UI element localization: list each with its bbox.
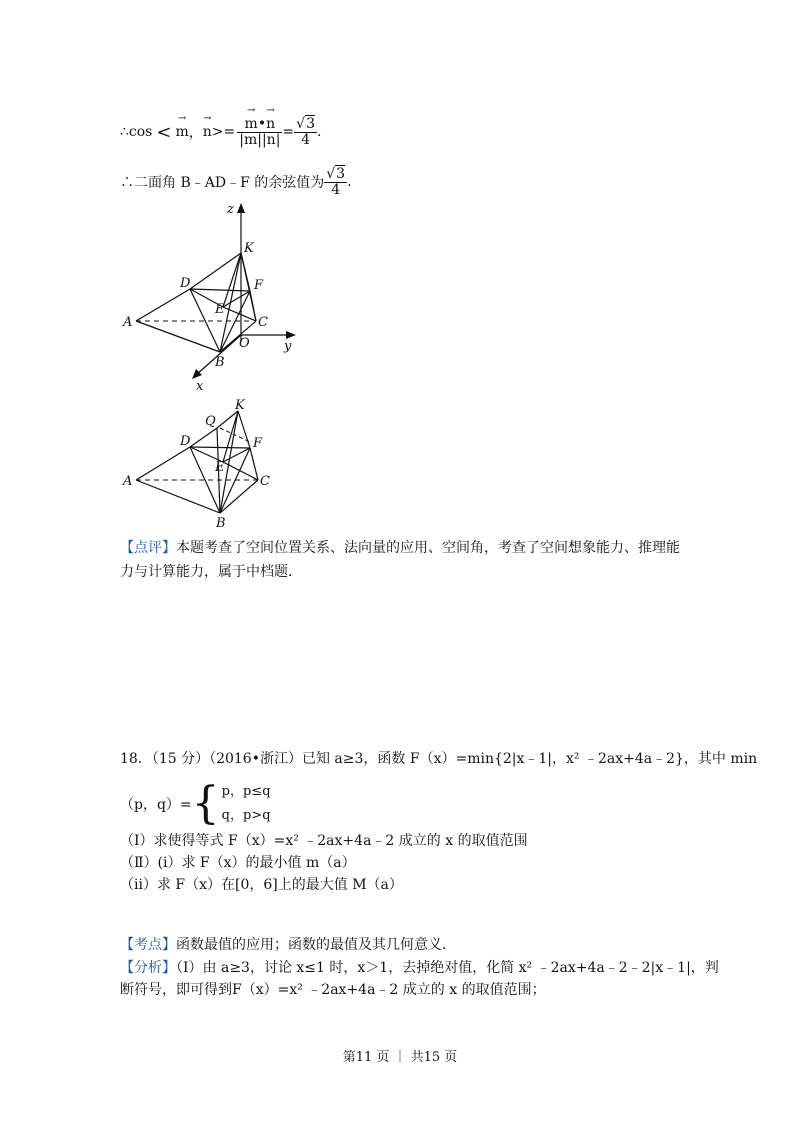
dot-product-fraction (237, 117, 282, 147)
label-E: E (215, 302, 225, 317)
label-D-2: D (180, 434, 191, 449)
dihedral-period: . (347, 174, 352, 190)
label-F: F (254, 278, 264, 293)
fenxi-text-2: 断符号，即可得到F（x）=x² ﹣2ax+4a﹣2 成立的 x 的取值范围； (120, 982, 546, 998)
z-axis-arrow (237, 203, 245, 213)
label-x: x (196, 379, 204, 394)
min-definition (120, 780, 271, 828)
label-K-2: K (235, 398, 245, 413)
cos-formula-line (120, 112, 321, 152)
part-3: （ii）求 F（x）在[0，6]上的最大值 M（a） (120, 877, 403, 893)
label-B-2: B (216, 516, 226, 531)
figure-solid-with-Q (110, 395, 300, 535)
period: . (317, 124, 322, 140)
num-vector-m: → m (245, 117, 258, 132)
comment-text-2: 力与计算能力，属于中档题． (120, 564, 302, 580)
part-2: （Ⅱ）(i）求 F（x）的最小值 m（a） (120, 855, 356, 871)
close-angle-eq: >= (211, 124, 236, 140)
min-args: （p，q）= (120, 797, 192, 813)
comment-text-1: 本题考查了空间位置关系、法向量的应用、空间角，考查了空间想象能力、推理能 (176, 540, 680, 556)
fenxi-text-1: （Ⅰ）由 a≥3，讨论 x≤1 时，x＞1，去掉绝对值，化简 x² ﹣2ax+4a﹣2﹣2|x﹣1|，判 (176, 960, 719, 976)
dihedral-text: ∴二面角 B﹣AD﹣F 的余弦值为 (120, 175, 325, 191)
vector-m: → m (175, 124, 188, 140)
fraction-numerator (237, 117, 282, 133)
result-denominator: 4 (301, 131, 311, 148)
label-C: C (258, 315, 268, 330)
equals: = (282, 124, 295, 140)
dot-symbol: • (257, 115, 267, 132)
kaodian-text: 函数最值的应用；函数的最值及其几何意义． (176, 937, 456, 953)
dihedral-result-fraction (324, 167, 347, 197)
piecewise-cases (222, 780, 271, 828)
result-fraction (294, 117, 317, 147)
kaodian-line (120, 934, 456, 956)
label-z: z (227, 202, 234, 217)
result-numerator: √3 (296, 115, 315, 132)
label-Q: Q (205, 414, 216, 429)
part-1: （Ⅰ）求使得等式 F（x）=x² ﹣2ax+4a﹣2 成立的 x 的取值范围 (120, 833, 528, 849)
label-K: K (244, 241, 254, 256)
dihedral-denominator: 4 (331, 181, 341, 198)
num-vector-n: → n (266, 117, 275, 132)
comment-tag: 【点评】 (120, 540, 176, 556)
cos-prefix: ∴cos (120, 124, 153, 140)
piecewise-brace: { (191, 778, 220, 829)
fenxi-line-1 (120, 957, 719, 979)
problem-18-parts (120, 830, 528, 896)
label-D: D (180, 276, 191, 291)
label-B: B (215, 355, 225, 370)
vector-n: → n (203, 124, 212, 140)
y-axis-arrow (286, 331, 296, 339)
case-2: q，p>q (221, 808, 271, 823)
left-angle: < (156, 121, 172, 143)
problem-18-header: 18．（15 分）（2016•浙江）已知 a≥3，函数 F（x）=min{2|x﹣1|，x² ﹣2ax+4a﹣2}，其中 min (120, 751, 758, 767)
solid-edges-2 (136, 411, 258, 513)
label-A: A (123, 315, 133, 330)
kaodian-tag: 【考点】 (120, 937, 176, 953)
solid-edges (136, 253, 256, 352)
comment-block (120, 537, 680, 583)
fenxi-tag: 【分析】 (120, 960, 176, 976)
dihedral-numerator: √3 (326, 165, 346, 182)
label-F-2: F (253, 436, 263, 451)
fenxi-block (120, 957, 719, 1001)
fraction-denominator: |m||n| (239, 131, 281, 148)
label-C-2: C (260, 474, 270, 489)
comment-line-1 (120, 537, 680, 559)
page-footer: 第11 页 ｜ 共15 页 (342, 1050, 458, 1065)
label-y: y (284, 339, 292, 354)
label-A-2: A (123, 474, 133, 489)
comma: ， (188, 125, 203, 141)
label-O: O (239, 336, 250, 351)
case-1: p，p≤q (221, 784, 271, 799)
figure-coordinate-solid (110, 195, 320, 395)
label-E-2: E (215, 460, 225, 475)
